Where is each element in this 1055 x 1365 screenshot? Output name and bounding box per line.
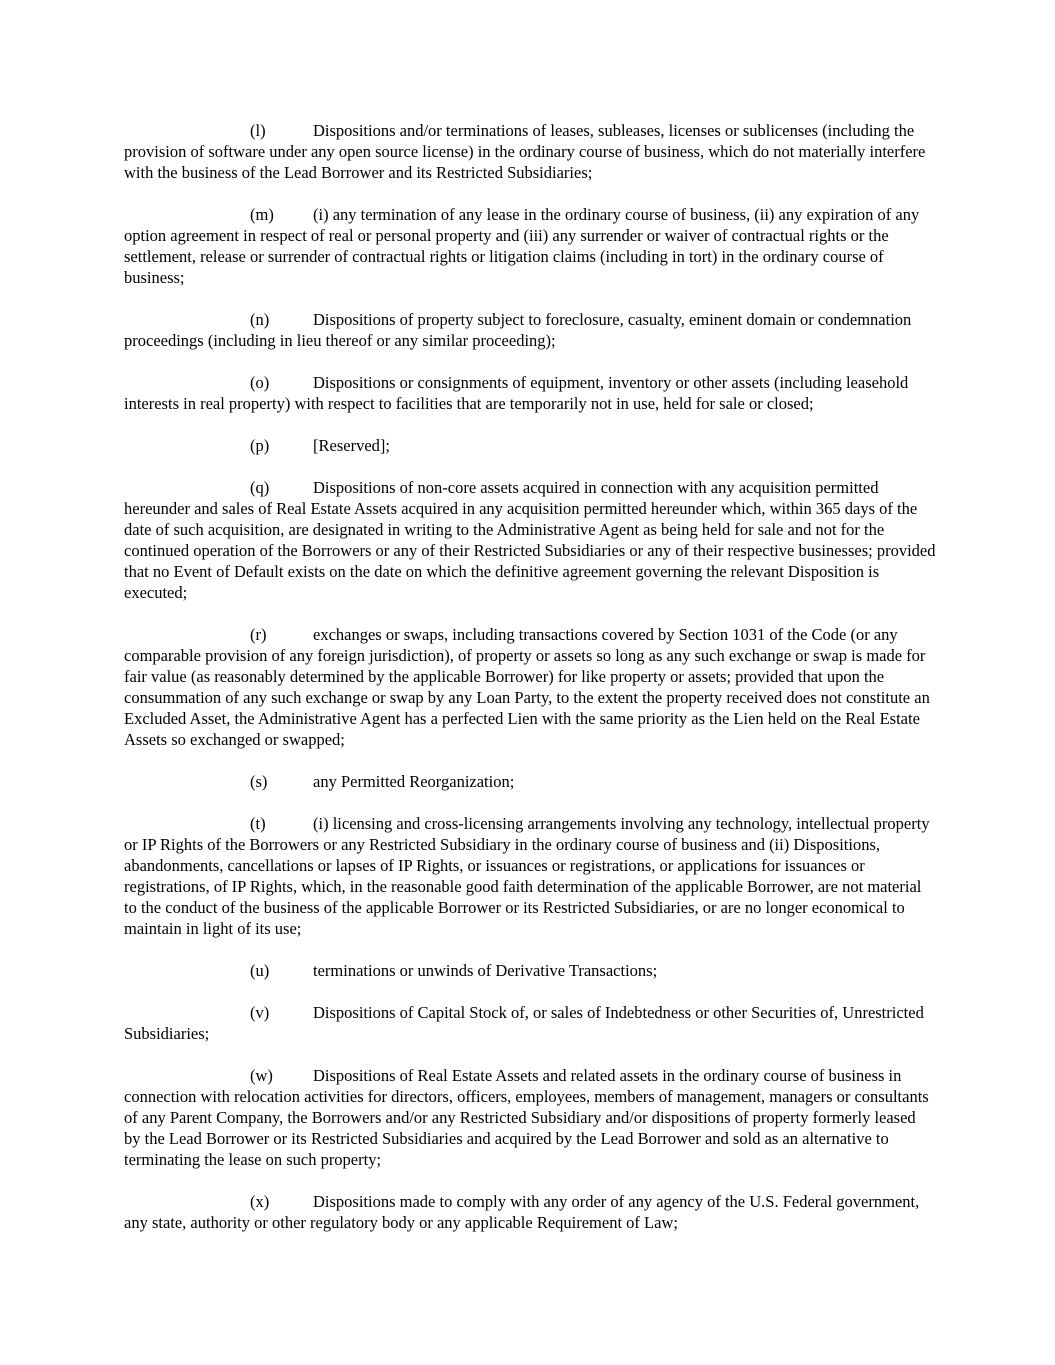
paragraph-label: (q) [250, 478, 270, 497]
paragraph-text: terminations or unwinds of Derivative Transactions; [313, 961, 658, 980]
paragraph-m [124, 204, 936, 288]
paragraph-label: (v) [250, 1003, 270, 1022]
paragraph-t [124, 813, 936, 939]
paragraph-label: (o) [250, 373, 270, 392]
paragraph-text: Dispositions of non-core assets acquired in connection with any acquisition permitted hereunder and sales of Real Estate Assets acquired in any acquisition permitted hereunder which, within 365 days of the date of such acquisition, are designated in writing to the Administrative Agent as being held for sale and not for the continued operation of the Borrowers or any of their Restricted Subsidiaries or any of their respective businesses; provided that no Event of Default exists on the date on which the definitive agreement governing the relevant Disposition is executed; [124, 478, 936, 602]
paragraph-text: Dispositions of Capital Stock of, or sales of Indebtedness or other Securities of, Unrestricted Subsidiaries; [124, 1003, 924, 1043]
paragraph-p [124, 435, 936, 456]
paragraph-n [124, 309, 936, 351]
paragraph-u [124, 960, 936, 981]
paragraph-text: Dispositions of Real Estate Assets and related assets in the ordinary course of business in connection with relocation activities for directors, officers, employees, members of management, managers or consultants of any Parent Company, the Borrowers and/or any Restricted Subsidiary and/or dispositions of property formerly leased by the Lead Borrower or its Restricted Subsidiaries and acquired by the Lead Borrower and sold as an alternative to terminating the lease on such property; [124, 1066, 929, 1169]
paragraph-text: Dispositions or consignments of equipment, inventory or other assets (including leasehold interests in real property) with respect to facilities that are temporarily not in use, held for sale or closed; [124, 373, 909, 413]
paragraph-text: (i) licensing and cross-licensing arrangements involving any technology, intellectual property or IP Rights of the Borrowers or any Restricted Subsidiary in the ordinary course of business and (ii) Dispositions, abandonments, cancellations or lapses of IP Rights, or issuances or registrations, or applications for issuances or registrations, of IP Rights, which, in the reasonable good faith determination of the applicable Borrower, are not material to the conduct of the business of the applicable Borrower or its Restricted Subsidiaries, or are no longer economical to maintain in light of its use; [124, 814, 930, 938]
paragraph-text: exchanges or swaps, including transactions covered by Section 1031 of the Code (or any comparable provision of any foreign jurisdiction), of property or assets so long as any such exchange or swap is made for fair value (as reasonably determined by the applicable Borrower) for like property or assets; provided that upon the consummation of any such exchange or swap by any Loan Party, to the extent the property received does not constitute an Excluded Asset, the Administrative Agent has a perfected Lien with the same priority as the Lien held on the Real Estate Assets so exchanged or swapped; [124, 625, 930, 749]
paragraph-label: (t) [250, 814, 266, 833]
paragraph-l [124, 120, 936, 183]
paragraph-label: (x) [250, 1192, 270, 1211]
paragraph-label: (m) [250, 205, 274, 224]
paragraph-label: (r) [250, 625, 267, 644]
paragraph-text: (i) any termination of any lease in the ordinary course of business, (ii) any expiration of any option agreement in respect of real or personal property and (iii) any surrender or waiver of contractual rights or the settlement, release or surrender of contractual rights or litigation claims (including in tort) in the ordinary course of business; [124, 205, 920, 287]
paragraph-label: (p) [250, 436, 270, 455]
paragraph-q [124, 477, 936, 603]
paragraph-text: Dispositions of property subject to foreclosure, casualty, eminent domain or condemnation proceedings (including in lieu thereof or any similar proceeding); [124, 310, 912, 350]
paragraph-label: (w) [250, 1066, 273, 1085]
paragraph-x [124, 1191, 936, 1233]
paragraph-label: (l) [250, 121, 266, 140]
paragraph-text: Dispositions and/or terminations of leases, subleases, licenses or sublicenses (including the provision of software under any open source license) in the ordinary course of business, which do not materially interfere with the business of the Lead Borrower and its Restricted Subsidiaries; [124, 121, 926, 182]
paragraph-o [124, 372, 936, 414]
paragraph-text: Dispositions made to comply with any order of any agency of the U.S. Federal government, any state, authority or other regulatory body or any applicable Requirement of Law; [124, 1192, 920, 1232]
paragraph-v [124, 1002, 936, 1044]
paragraph-r [124, 624, 936, 750]
paragraph-text: any Permitted Reorganization; [313, 772, 515, 791]
paragraph-text: [Reserved]; [313, 436, 390, 455]
paragraph-s [124, 771, 936, 792]
paragraph-label: (s) [250, 772, 268, 791]
paragraph-label: (n) [250, 310, 270, 329]
document-body [124, 120, 936, 1233]
paragraph-w [124, 1065, 936, 1170]
paragraph-label: (u) [250, 961, 270, 980]
